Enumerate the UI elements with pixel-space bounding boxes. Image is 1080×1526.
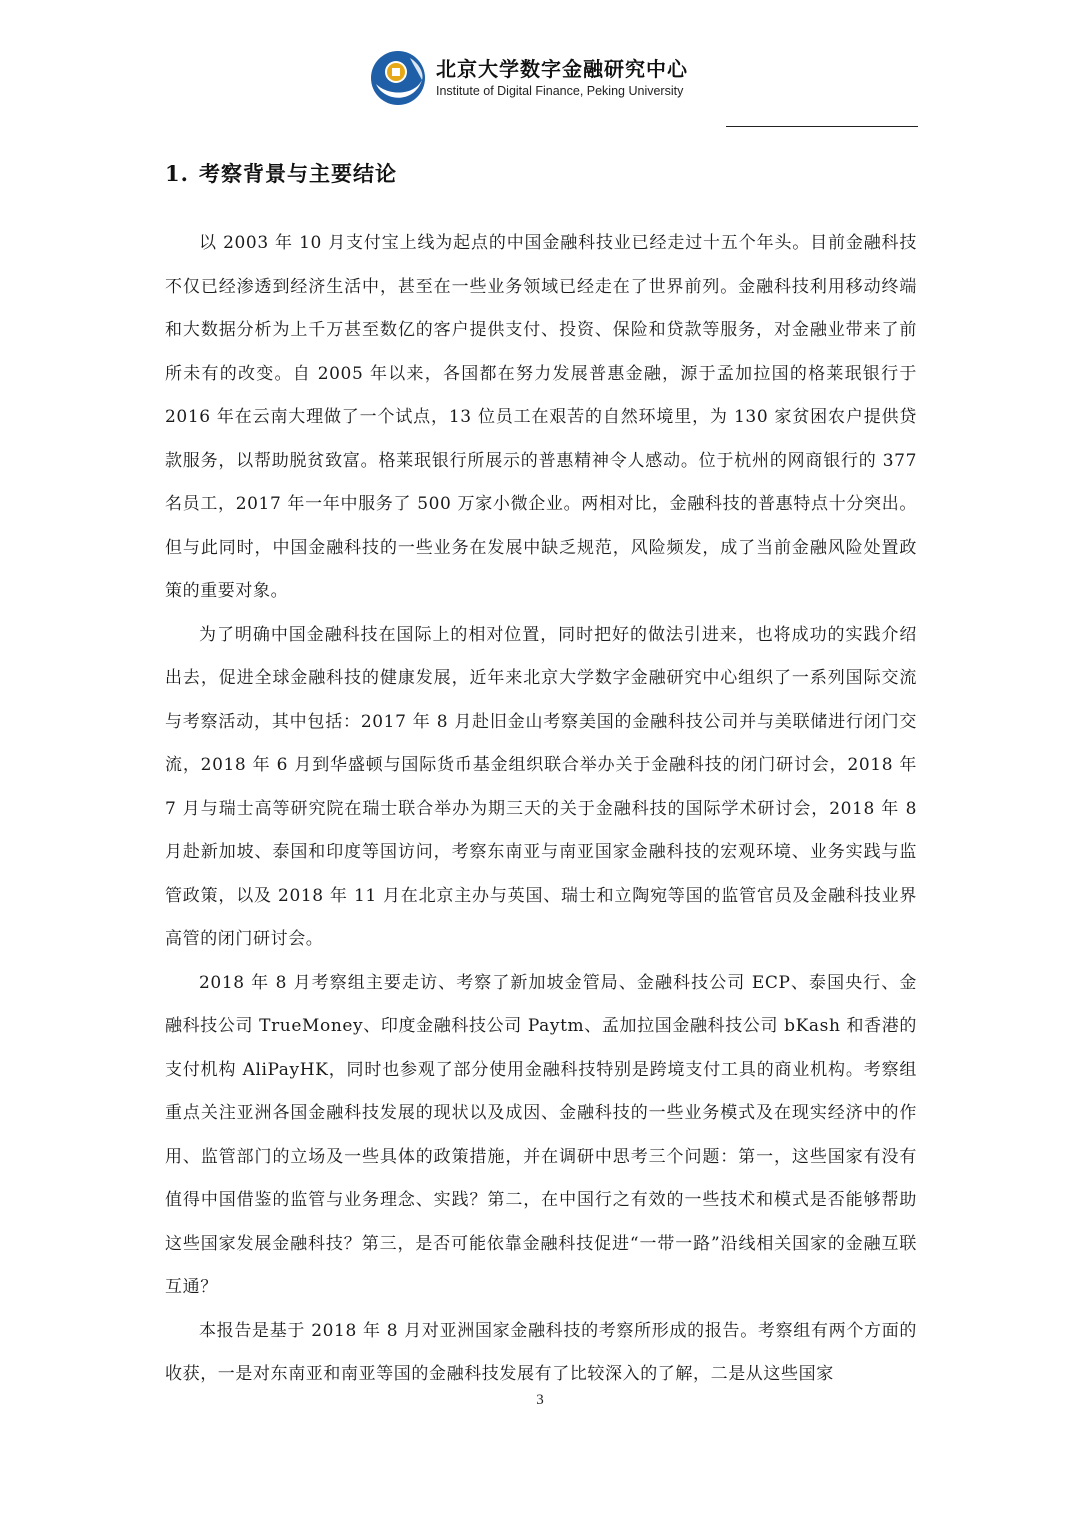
org-name-en: Institute of Digital Finance, Peking University: [436, 84, 684, 98]
section-number: 1.: [165, 161, 189, 186]
paragraph: 为了明确中国金融科技在国际上的相对位置，同时把好的做法引进来，也将成功的实践介绍出去，促进全球金融科技的健康发展，近年来北京大学数字金融研究中心组织了一系列国际交流与考察活动，其中包括：2017 年 8 月赴旧金山考察美国的金融科技公司并与美联储进行闭门交流，2018 年 6 月到华盛顿与国际货币基金组织联合举办关于金融科技的闭门研讨会，2018 年 7 月与瑞士高等研究院在瑞士联合举办为期三天的关于金融科技的国际学术研讨会，2018 年 8 月赴新加坡、泰国和印度等国访问，考察东南亚与南亚国家金融科技的宏观环境、业务实践与监管政策，以及 2018 年 11 月在北京主办与英国、瑞士和立陶宛等国的监管官员及金融科技业界高管的闭门研讨会。: [165, 624, 917, 949]
paragraph: 本报告是基于 2018 年 8 月对亚洲国家金融科技的考察所形成的报告。考察组有两个方面的收获，一是对东南亚和南亚等国的金融科技发展有了比较深入的了解，二是从这些国家: [165, 1320, 917, 1384]
body-text: [165, 222, 917, 1397]
pku-idf-logo-icon: [370, 50, 426, 106]
section-title: 考察背景与主要结论: [199, 161, 397, 186]
org-names: [436, 56, 688, 100]
page-number: 3: [536, 1392, 544, 1408]
org-name-cn: 北京大学数字金融研究中心: [436, 57, 688, 81]
header-rule: [726, 126, 918, 127]
section-heading: [165, 158, 397, 190]
page-header: [370, 48, 688, 108]
paragraph: 以 2003 年 10 月支付宝上线为起点的中国金融科技业已经走过十五个年头。目前金融科技不仅已经渗透到经济生活中，甚至在一些业务领域已经走在了世界前列。金融科技利用移动终端和大数据分析为上千万甚至数亿的客户提供支付、投资、保险和贷款等服务，对金融业带来了前所未有的改变。自 2005 年以来，各国都在努力发展普惠金融，源于孟加拉国的格莱珉银行于 2016 年在云南大理做了一个试点，13 位员工在艰苦的自然环境里，为 130 家贫困农户提供贷款服务，以帮助脱贫致富。格莱珉银行所展示的普惠精神令人感动。位于杭州的网商银行的 377 名员工，2017 年一年中服务了 500 万家小微企业。两相对比，金融科技的普惠特点十分突出。但与此同时，中国金融科技的一些业务在发展中缺乏规范，风险频发，成了当前金融风险处置政策的重要对象。: [165, 233, 917, 601]
paragraph: 2018 年 8 月考察组主要走访、考察了新加坡金管局、金融科技公司 ECP、泰国央行、金融科技公司 TrueMoney、印度金融科技公司 Paytm、孟加拉国金融科技公司 bKash 和香港的支付机构 AliPayHK，同时也参观了部分使用金融科技特别是跨境支付工具的商业机构。考察组重点关注亚洲各国金融科技发展的现状以及成因、金融科技的一些业务模式及在现实经济中的作用、监管部门的立场及一些具体的政策措施，并在调研中思考三个问题：第一，这些国家有没有值得中国借鉴的监管与业务理念、实践？第二，在中国行之有效的一些技术和模式是否能够帮助这些国家发展金融科技？第三，是否可能依靠金融科技促进“一带一路”沿线相关国家的金融互联互通？: [165, 972, 917, 1297]
